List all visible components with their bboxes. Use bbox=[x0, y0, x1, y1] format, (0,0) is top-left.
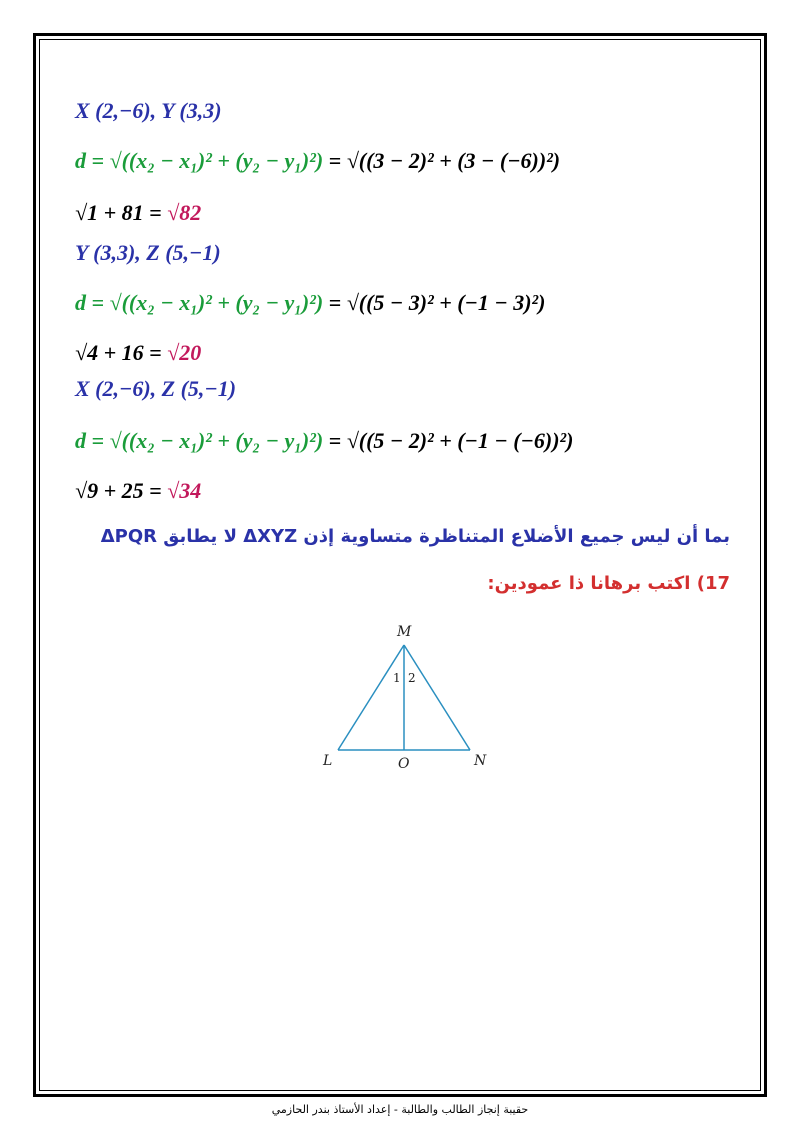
vertex-l-label: L bbox=[323, 753, 333, 769]
angle-1-label: 1 bbox=[393, 671, 401, 685]
side-ml bbox=[338, 645, 404, 750]
calculation: = √((5 − 3)² + (−1 − 3)²) bbox=[328, 290, 546, 315]
points-xz: X (2,−6), Z (5,−1) bbox=[75, 376, 237, 401]
question-number: 17) bbox=[696, 573, 730, 594]
sum-expression: √4 + 16 = bbox=[75, 340, 162, 365]
result-xz bbox=[75, 478, 201, 504]
distance-result: √82 bbox=[167, 200, 202, 225]
page-footer: حقيبة إنجاز الطالب والطالبة - إعداد الأستاذ بندر الحازمي bbox=[271, 1103, 529, 1116]
conclusion-text: بما أن ليس جميع الأضلاع المتناظرة متساوية إذن ΔXYZ لا يطابق ΔPQR bbox=[100, 526, 730, 547]
question-17 bbox=[487, 573, 730, 594]
formula: = √((x₂ − x₁)² + (y₂ − y₁)²) bbox=[91, 148, 324, 173]
distance-formula-xz bbox=[75, 428, 573, 454]
formula: = √((x₂ − x₁)² + (y₂ − y₁)²) bbox=[91, 428, 324, 453]
angle-2-label: 2 bbox=[408, 671, 416, 685]
points-xy: X (2,−6), Y (3,3) bbox=[75, 98, 222, 123]
d-label: d bbox=[75, 428, 86, 453]
page-border-inner bbox=[39, 39, 761, 1091]
calculation: = √((3 − 2)² + (3 − (−6))²) bbox=[328, 148, 561, 173]
d-label: d bbox=[75, 148, 86, 173]
d-label: d bbox=[75, 290, 86, 315]
distance-result: √34 bbox=[167, 478, 202, 503]
vertex-m-label: M bbox=[397, 624, 412, 640]
distance-result: √20 bbox=[167, 340, 202, 365]
sum-expression: √9 + 25 = bbox=[75, 478, 162, 503]
calculation: = √((5 − 2)² + (−1 − (−6))²) bbox=[328, 428, 574, 453]
distance-formula-xy bbox=[75, 148, 560, 174]
question-text: اكتب برهانا ذا عمودين: bbox=[487, 573, 691, 594]
formula: = √((x₂ − x₁)² + (y₂ − y₁)²) bbox=[91, 290, 324, 315]
points-yz: Y (3,3), Z (5,−1) bbox=[75, 240, 221, 265]
triangle-diagram bbox=[318, 620, 498, 775]
side-mn bbox=[404, 645, 470, 750]
distance-formula-yz bbox=[75, 290, 545, 316]
sum-expression: √1 + 81 = bbox=[75, 200, 162, 225]
result-xy bbox=[75, 200, 201, 226]
result-yz bbox=[75, 340, 201, 366]
vertex-o-label: O bbox=[398, 756, 410, 772]
vertex-n-label: N bbox=[474, 753, 487, 769]
